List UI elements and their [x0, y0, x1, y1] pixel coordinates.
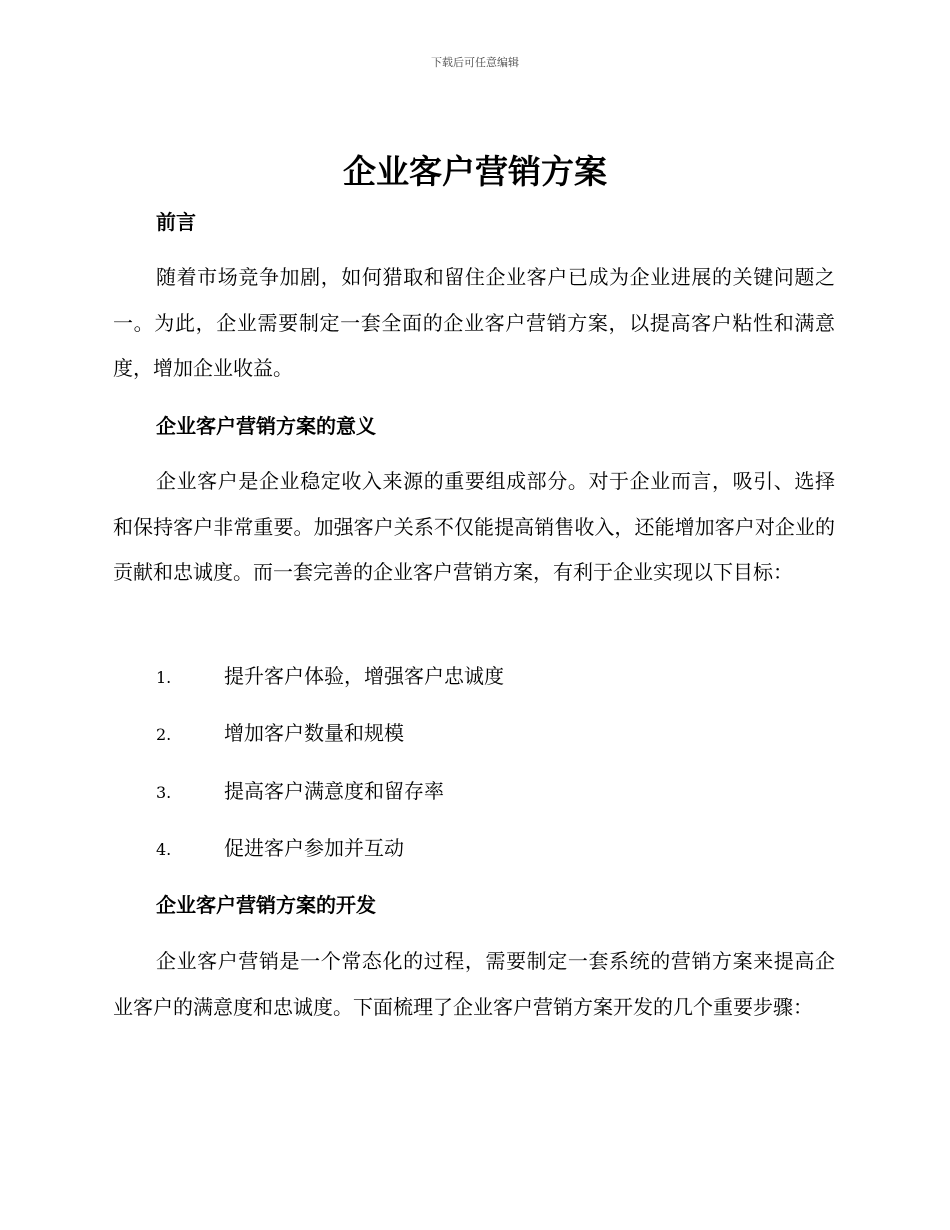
- list-item-text: 促进客户参加并互动: [224, 836, 404, 860]
- list-item-number: 3.: [156, 783, 172, 802]
- list-item-number: 4.: [156, 840, 172, 859]
- list-item: [156, 661, 504, 693]
- list-item: [156, 833, 404, 865]
- list-item: [156, 776, 444, 808]
- list-item-text: 提高客户满意度和留存率: [224, 779, 444, 803]
- paragraph-development: 企业客户营销是一个常态化的过程，需要制定一套系统的营销方案来提高企业客户的满意度和忠诚度。下面梳理了企业客户营销方案开发的几个重要步骤：: [113, 949, 835, 1019]
- section-heading-development: 企业客户营销方案的开发: [156, 893, 376, 917]
- list-item-text: 提升客户体验，增强客户忠诚度: [224, 664, 504, 688]
- section-heading-preface: 前言: [156, 210, 196, 234]
- list-item-number: 2.: [156, 725, 172, 744]
- paragraph-significance: 企业客户是企业稳定收入来源的重要组成部分。对于企业而言，吸引、选择和保持客户非常重要。加强客户关系不仅能提高销售收入，还能增加客户对企业的贡献和忠诚度。而一套完善的企业客户营销方案，有利于企业实现以下目标：: [113, 469, 835, 584]
- section-heading-significance: 企业客户营销方案的意义: [156, 414, 376, 438]
- paragraph-preface: 随着市场竞争加剧，如何猎取和留住企业客户已成为企业进展的关键问题之一。为此，企业需要制定一套全面的企业客户营销方案，以提高客户粘性和满意度，增加企业收益。: [113, 265, 835, 380]
- list-item-number: 1.: [156, 668, 172, 687]
- page-header-note: 下载后可任意编辑: [431, 56, 519, 69]
- list-item: [156, 718, 404, 750]
- list-item-text: 增加客户数量和规模: [224, 721, 404, 745]
- document-title: 企业客户营销方案: [343, 152, 607, 191]
